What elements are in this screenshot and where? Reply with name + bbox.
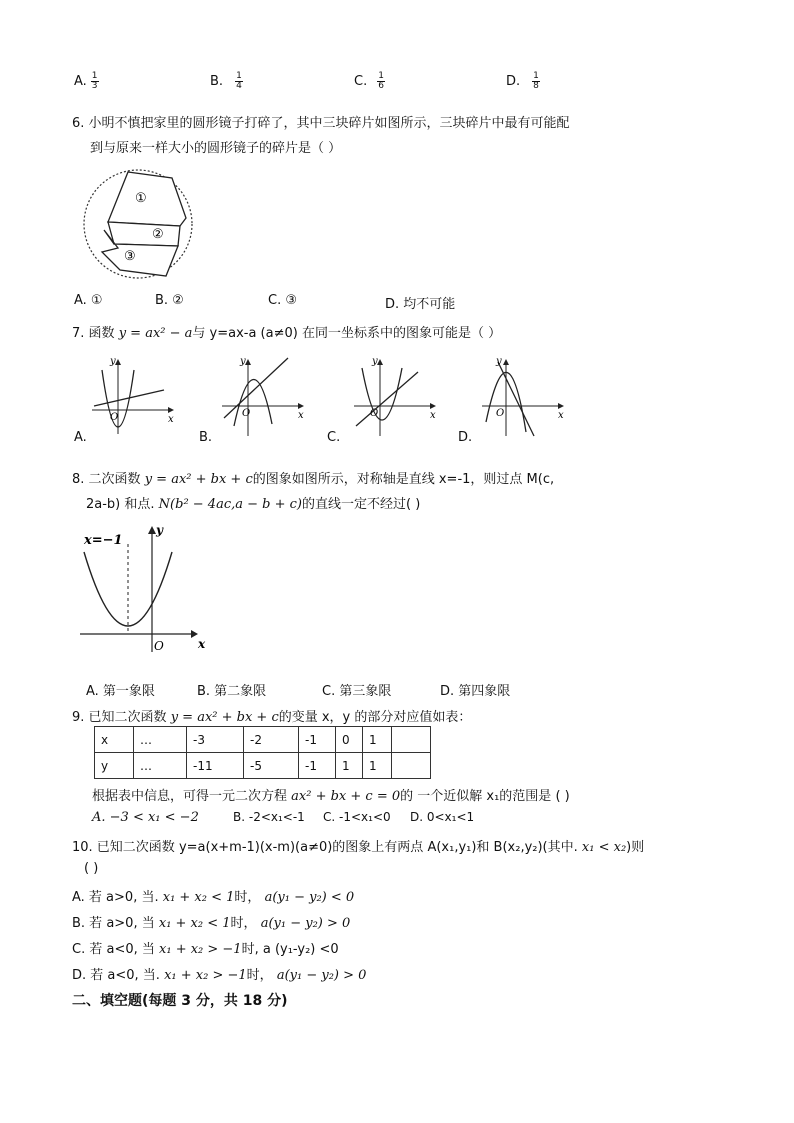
svg-text:y: y	[496, 356, 502, 367]
q10-option-d: D. 若 a<0, 当. x₁ + x₂ > −1时， a(y₁ − y₂) > 0	[72, 968, 367, 983]
q7-stem: 7. 函数 y = ax² − a与 y=ax-a (a≠0) 在同一坐标系中的图象可能是（ ）	[72, 326, 502, 341]
q10-option-c: C. 若 a<0, 当 x₁ + x₂ > −1时, a (y₁-y₂) <0	[72, 942, 339, 957]
q10-option-b: B. 若 a>0, 当 x₁ + x₂ < 1时， a(y₁ − y₂) > 0	[72, 916, 351, 931]
q8-stem-line1: 8. 二次函数 y = ax² + bx + c的图象如图所示，对称轴是直线 x=-1，则过点 M(c,	[72, 472, 555, 487]
q6-option-b: B. ②	[155, 293, 184, 308]
svg-text:x: x	[430, 410, 436, 421]
fraction: $\frac{1}{3}$	[91, 71, 98, 91]
svg-text:x: x	[558, 410, 564, 421]
q9-option-a: A. −3 < x₁ < −2	[92, 810, 199, 825]
q6-option-d: D. 均不可能	[385, 297, 456, 312]
svg-text:x: x	[168, 414, 174, 425]
q7-formula: y = ax² − a	[118, 326, 193, 341]
table-row: y … -11 -5 -1 1 1	[95, 753, 431, 779]
table-row: x … -3 -2 -1 0 1	[95, 727, 431, 753]
q7-graph-c	[350, 354, 442, 438]
q7-graph-d	[478, 354, 570, 438]
q5-option-a: A. $\frac{1}{3}$	[74, 71, 98, 91]
q9-option-c: C. -1<x₁<0	[323, 810, 391, 824]
svg-text:O: O	[110, 412, 119, 423]
svg-text:y: y	[240, 356, 246, 367]
q9-equation: ax² + bx + c = 0	[291, 789, 401, 804]
section-heading: 二、填空题(每题 3 分，共 18 分)	[72, 993, 288, 1009]
fraction: $\frac{1}{8}$	[533, 71, 539, 91]
q8-option-b: B. 第二象限	[197, 684, 267, 699]
q9-value-table	[94, 726, 431, 779]
q8-axis-label: x=−1	[84, 533, 123, 548]
mirror-fragments-figure	[80, 166, 200, 286]
svg-text:x: x	[198, 637, 206, 651]
q7-option-d: D.	[458, 430, 473, 445]
q8-stem-line2: 2a-b) 和点. N(b² − 4ac,a − b + c)的直线一定不经过( )	[86, 497, 421, 512]
q8-point-n: N(b² − 4ac,a − b + c)	[158, 497, 302, 512]
q8-option-a: A. 第一象限	[86, 684, 155, 699]
q7-option-c: C.	[327, 430, 341, 445]
svg-text:O: O	[154, 639, 164, 653]
q6-stem-line2: 到与原来一样大小的圆形镜子的碎片是（ ）	[90, 141, 342, 156]
q9-option-d: D. 0<x₁<1	[410, 810, 475, 824]
svg-text:O: O	[370, 408, 379, 419]
q10-stem-line1: 10. 已知二次函数 y=a(x+m-1)(x-m)(a≠0)的图象上有两点 A(x₁,y₁)和 B(x₂,y₂)(其中. x₁ < x₂)则	[72, 840, 645, 855]
q5-option-b: B. $\frac{1}{4}$	[210, 71, 242, 91]
q6-stem-line1: 6. 小明不慎把家里的圆形镜子打碎了，其中三块碎片如图所示，三块碎片中最有可能配	[72, 116, 570, 131]
q8-formula: y = ax² + bx + c	[144, 472, 253, 487]
q6-option-c: C. ③	[268, 293, 297, 308]
q9-stem: 9. 已知二次函数 y = ax² + bx + c的变量 x，y 的部分对应值如表：	[72, 710, 472, 725]
fraction: $\frac{1}{4}$	[236, 71, 242, 91]
q10-option-a: A. 若 a>0, 当. x₁ + x₂ < 1时， a(y₁ − y₂) < 0	[72, 890, 355, 905]
svg-text:O: O	[496, 408, 505, 419]
fraction: $\frac{1}{6}$	[378, 71, 384, 91]
svg-text:y: y	[372, 356, 378, 367]
q10-stem-line2: ( )	[84, 861, 99, 876]
q7-option-a: A.	[74, 430, 87, 445]
fragment-label-1: ①	[135, 191, 147, 206]
svg-text:y: y	[156, 523, 163, 537]
q6-option-a: A. ①	[74, 293, 103, 308]
q5-option-d: D. $\frac{1}{8}$	[506, 71, 539, 91]
q5-option-c: C. $\frac{1}{6}$	[354, 71, 384, 91]
svg-text:y: y	[110, 356, 116, 367]
q7-graph-a	[88, 354, 180, 438]
fragment-label-2: ②	[152, 227, 164, 242]
q8-option-d: D. 第四象限	[440, 684, 511, 699]
q9-question-line: 根据表中信息，可得一元二次方程 ax² + bx + c = 0的 一个近似解 x₁的范围是 ( )	[92, 789, 570, 804]
q7-option-b: B.	[199, 430, 213, 445]
q7-graph-b	[218, 354, 310, 438]
svg-text:O: O	[242, 408, 251, 419]
q8-parabola-figure	[78, 522, 218, 654]
fragment-label-3: ③	[124, 249, 136, 264]
svg-text:x: x	[298, 410, 304, 421]
q9-option-b: B. -2<x₁<-1	[233, 810, 305, 824]
q9-formula: y = ax² + bx + c	[170, 710, 279, 725]
q8-option-c: C. 第三象限	[322, 684, 392, 699]
